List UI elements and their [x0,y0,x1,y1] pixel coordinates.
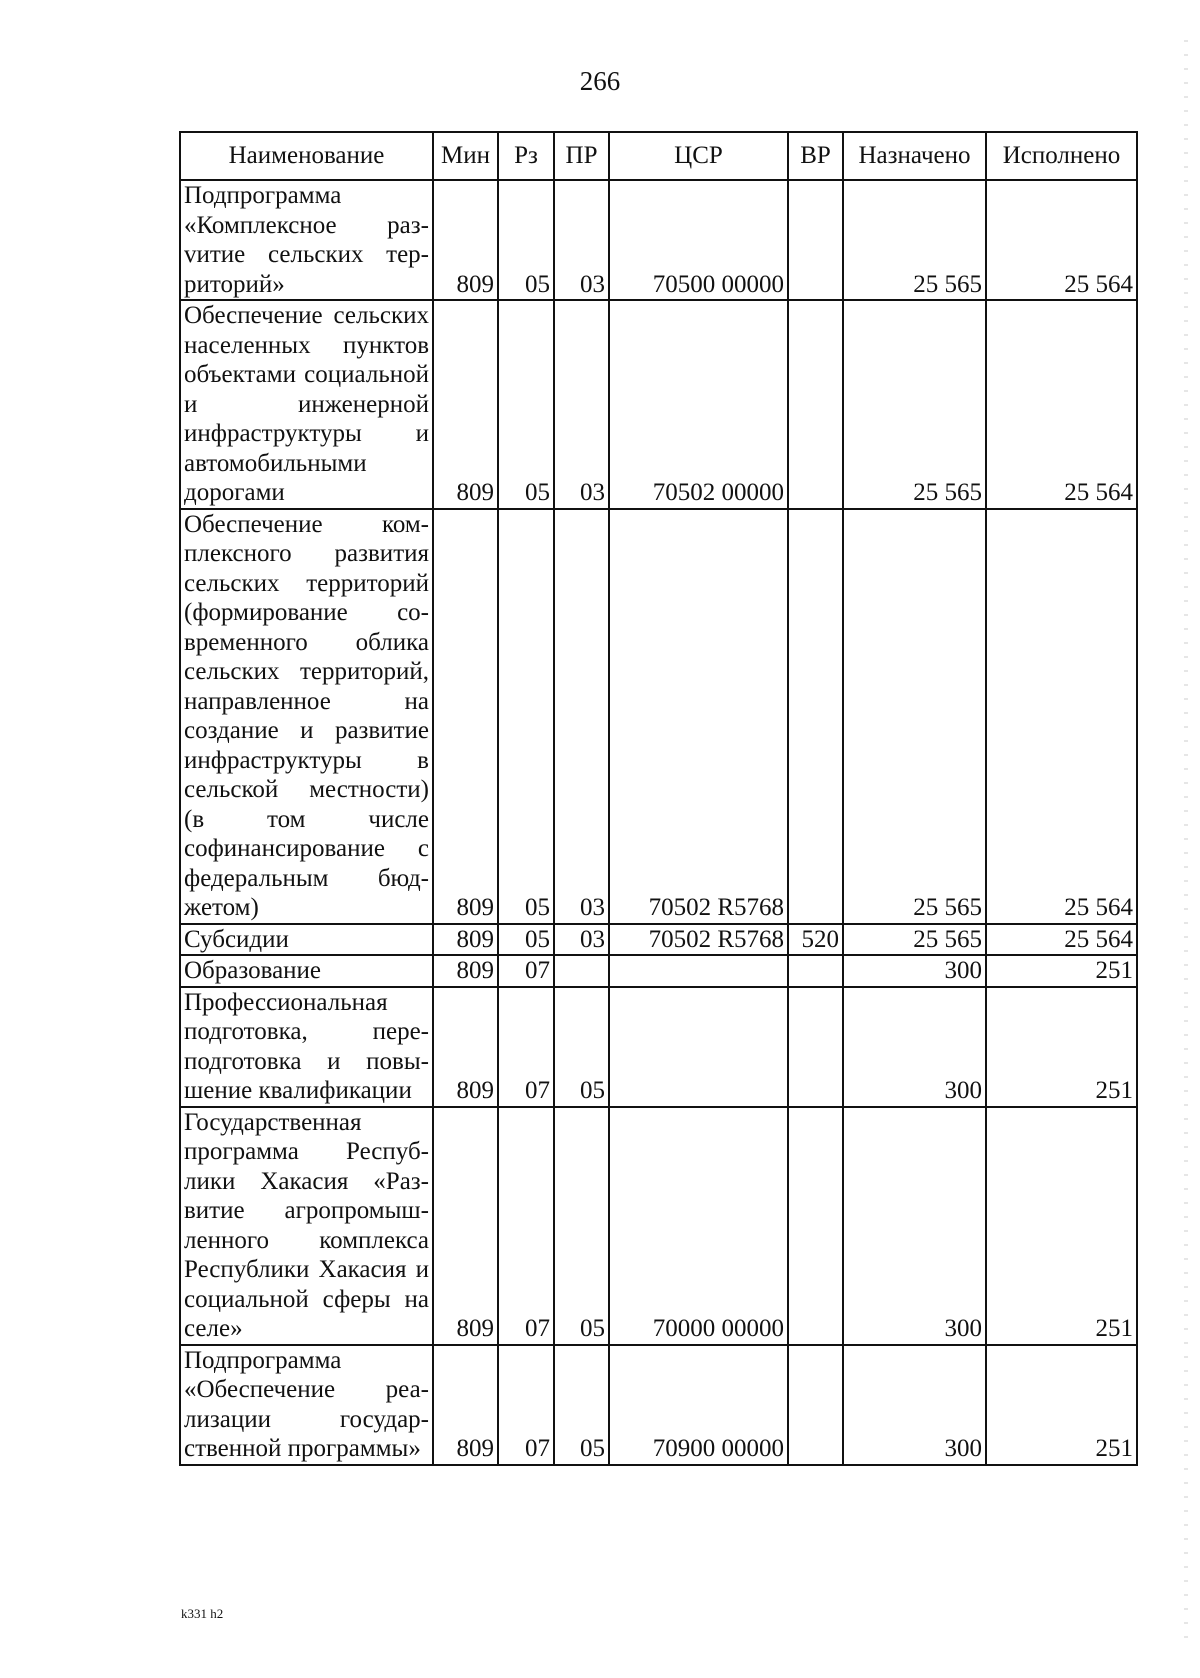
row-vr [788,987,843,1107]
header-vr: ВР [788,132,843,180]
row-rz: 05 [498,924,554,956]
row-assigned: 25 565 [843,924,986,956]
row-min: 809 [433,509,498,924]
row-executed: 25 564 [986,924,1137,956]
row-rz: 07 [498,987,554,1107]
row-assigned: 25 565 [843,300,986,509]
table-row [180,509,1137,924]
row-pr: 03 [554,300,609,509]
row-pr: 03 [554,509,609,924]
row-csr [609,955,788,987]
row-assigned: 25 565 [843,509,986,924]
row-min: 809 [433,180,498,300]
row-vr [788,180,843,300]
row-pr: 03 [554,924,609,956]
header-min: Мин [433,132,498,180]
header-assigned: Назначено [843,132,986,180]
row-csr: 70500 00000 [609,180,788,300]
row-executed: 25 564 [986,300,1137,509]
row-pr [554,955,609,987]
row-executed: 25 564 [986,509,1137,924]
row-name: Обеспечение комплексного развития сельских территорий (формирование современного облика сельских территорий, направленное на создание и развитие инфраструктуры в сельской местности) (в том числе софинансирование с федеральным бюджетом) [180,509,433,924]
row-assigned: 300 [843,1345,986,1465]
footer-code: k331 h2 [181,1606,224,1621]
page-number: 266 [579,66,621,96]
row-assigned: 300 [843,955,986,987]
row-rz: 07 [498,1345,554,1465]
row-name: Субсидии [180,924,433,956]
row-assigned: 300 [843,987,986,1107]
row-csr [609,987,788,1107]
table-row [180,987,1137,1107]
row-csr: 70502 R5768 [609,509,788,924]
table-header-row [180,132,1137,180]
row-assigned: 25 565 [843,180,986,300]
table-row [180,955,1137,987]
row-min: 809 [433,1107,498,1345]
header-rz: Рз [498,132,554,180]
row-min: 809 [433,955,498,987]
budget-table [179,131,1138,1466]
row-pr: 05 [554,1107,609,1345]
row-name: Подпрограмма «Комплексное разvитие сельских территорий» [180,180,433,300]
row-executed: 251 [986,955,1137,987]
row-assigned: 300 [843,1107,986,1345]
row-min: 809 [433,1345,498,1465]
row-pr: 03 [554,180,609,300]
header-csr: ЦСР [609,132,788,180]
row-name: Профессиональная подготовка, переподготовка и повышение квалификации [180,987,433,1107]
row-executed: 251 [986,987,1137,1107]
row-vr [788,955,843,987]
row-csr: 70502 00000 [609,300,788,509]
row-min: 809 [433,300,498,509]
row-rz: 07 [498,1107,554,1345]
header-pr: ПР [554,132,609,180]
table-row [180,1107,1137,1345]
row-name: Образование [180,955,433,987]
row-vr [788,1107,843,1345]
header-executed: Исполнено [986,132,1137,180]
table-row [180,300,1137,509]
row-csr: 70000 00000 [609,1107,788,1345]
header-name: Наименование [180,132,433,180]
scan-edge-artifact [1184,40,1188,1640]
row-pr: 05 [554,1345,609,1465]
row-executed: 251 [986,1107,1137,1345]
row-vr: 520 [788,924,843,956]
row-name: Обеспечение сельских населенных пунктов объектами социальной и инженерной инфраструктуры и автомобильными дорогами [180,300,433,509]
row-pr: 05 [554,987,609,1107]
row-rz: 05 [498,509,554,924]
row-csr: 70900 00000 [609,1345,788,1465]
row-min: 809 [433,987,498,1107]
row-vr [788,509,843,924]
table-row [180,1345,1137,1465]
row-name: Подпрограмма «Обеспечение реализации государственной программы» [180,1345,433,1465]
table-row [180,924,1137,956]
row-rz: 05 [498,300,554,509]
row-csr: 70502 R5768 [609,924,788,956]
row-rz: 07 [498,955,554,987]
table-row [180,180,1137,300]
row-executed: 25 564 [986,180,1137,300]
row-vr [788,1345,843,1465]
row-rz: 05 [498,180,554,300]
row-vr [788,300,843,509]
row-min: 809 [433,924,498,956]
row-executed: 251 [986,1345,1137,1465]
row-name: Государственная программа Республики Хакасия «Развитие агропромышленного комплекса Республики Хакасия и социальной сферы на селе» [180,1107,433,1345]
